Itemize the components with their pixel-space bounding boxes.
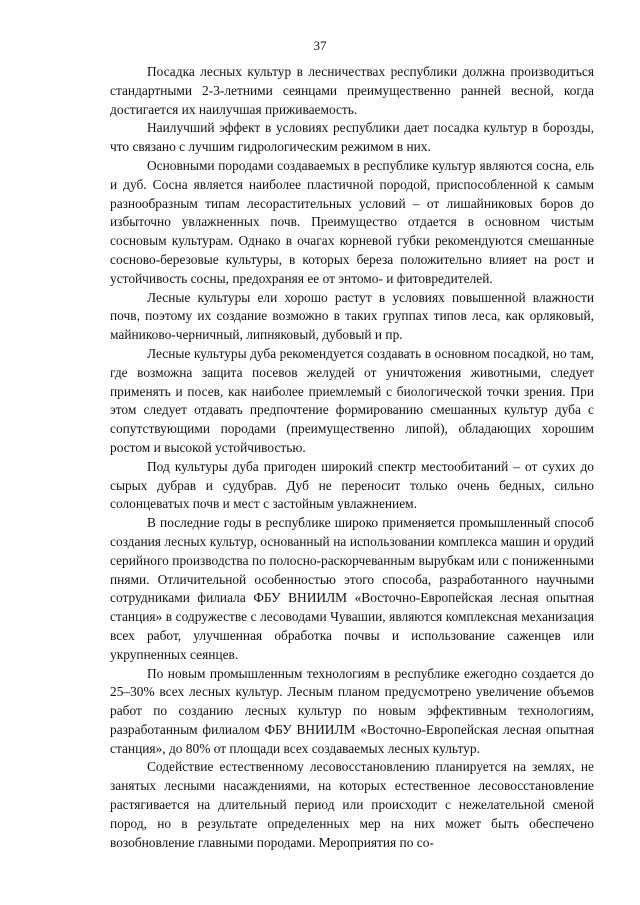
paragraph: Под культуры дуба пригоден широкий спектр местообитаний – от сухих до сырых дубрав и судубрав. Дуб не переносит только очень бедных, сильно солонцеватых почв и мест с застойным увлажнением. [110,458,594,512]
paragraph: В последние годы в республике широко применяется промышленный способ создания лесных культур, основанный на использовании комплекса машин и орудий серийного производства по полосно-раскорчеванным вырубкам или с пониженными пнями. Отличительной особенностью этого способа, разработанного научными сотрудниками филиала ФБУ ВНИИЛМ «Восточно-Европейская лесная опытная станция» в содружестве с лесоводами Чувашии, являются комплексная механизация всех работ, улучшенная обработка почвы и использование саженцев или укрупненных сеянцев. [110,515,594,662]
paragraph: Лесные культуры ели хорошо растут в условиях повышенной влажности почв, поэтому их создание возможно в таких группах типов леса, как орляковый, майниково-черничный, липняковый, дубовый и пр. [110,289,594,343]
paragraph: По новым промышленным технологиям в республике ежегодно создается до 25–30% всех лесных культур. Лесным планом предусмотрено увеличение объемов работ по созданию лесных культур по новым эффективным технологиям, разработанным филиалом ФБУ ВНИИЛМ «Восточно-Европейская лесная опытная станция», до 80% от площади всех создаваемых лесных культур. [110,665,594,756]
paragraph: Содействие естественному лесовосстановлению планируется на землях, не занятых лесными насаждениями, на которых естественное лесовосстановление растягивается на длительный период или происходит с нежелательной сменой пород, но в результате определенных мер на них может быть обеспечено возобновление главными породами. Мероприятия по со- [110,759,594,850]
paragraph: Наилучший эффект в условиях республики дает посадка культур в борозды, что связано с лучшим гидрологическим режимом в них. [110,120,594,155]
body-text [110,63,594,852]
paragraph: Основными породами создаваемых в республике культур являются сосна, ель и дуб. Сосна является наиболее пластичной породой, приспособленной к самым разнообразным типам лесорастительных условий – от лишайниковых боров до избыточно увлажненных почв. Преимущество отдается в основном чистым сосновым культурам. Однако в очагах корневой губки рекомендуются смешанные сосново-березовые культуры, в которых береза положительно влияет на рост и устойчивость сосны, предохраняя ее от энтомо- и фитовредителей. [110,157,594,286]
page-number: 37 [313,38,327,53]
paragraph: Посадка лесных культур в лесничествах республики должна производиться стандартными 2-3-летними сеянцами преимущественно ранней весной, когда достигается их наилучшая приживаемость. [110,64,594,117]
paragraph: Лесные культуры дуба рекомендуется создавать в основном посадкой, но там, где возможна защита посевов желудей от уничтожения животными, следует применять и посев, как наиболее приемлемый с биологической точки зрения. При этом следует отдавать предпочтение формированию смешанных культур дуба с сопутствующими породами (преимущественно липой), обладающих хорошим ростом и высокой устойчивостью. [110,345,594,455]
